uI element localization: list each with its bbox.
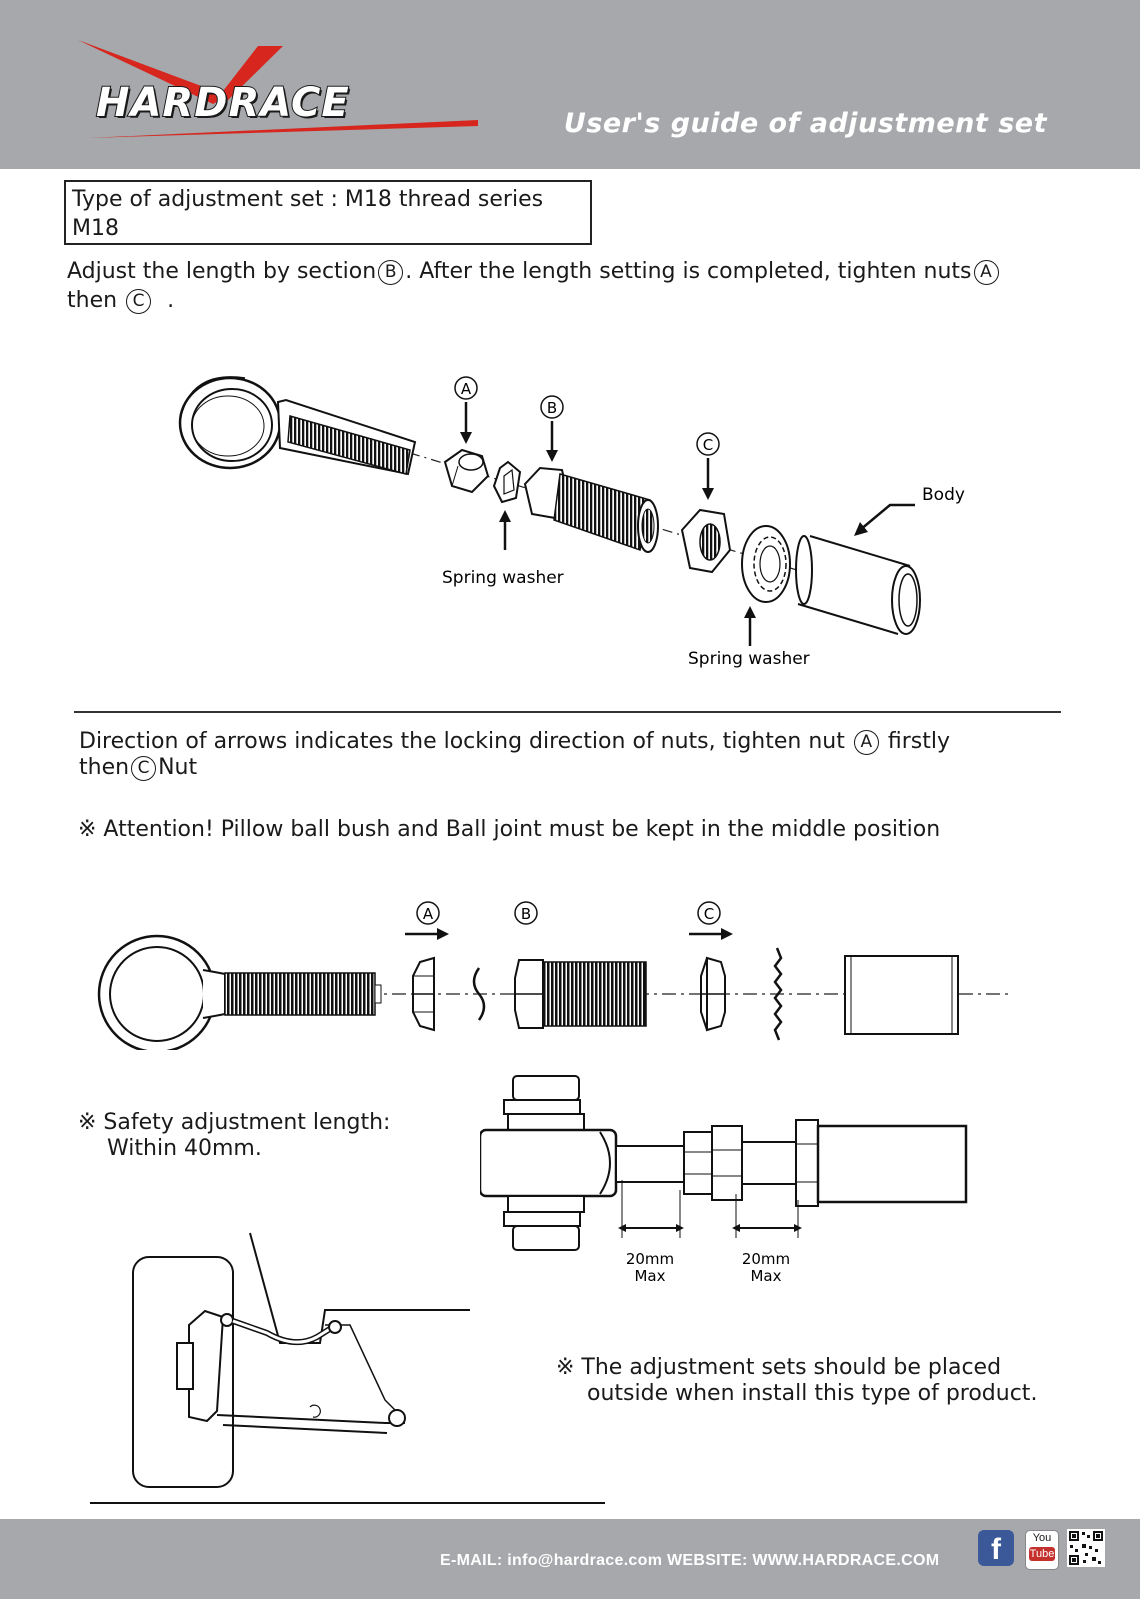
label-c: C [702,436,714,454]
nut-a [684,1132,714,1194]
contact-info: E-MAIL: info@hardrace.com WEBSITE: WWW.HARDRACE.COM [440,1552,940,1569]
mark-a: A [854,730,879,755]
body-tube [845,956,958,1034]
instruction-line-1: Adjust the length by section B . After the length setting is completed, tighten nuts A [67,257,1127,286]
spring-washer-1 [494,462,520,502]
rod-end-eye [180,377,280,468]
mark-a: A [974,260,999,285]
nut-a [445,450,488,492]
qr-code-icon [1067,1529,1105,1567]
safety-line-1: ※ Safety adjustment length: [78,1110,391,1135]
body-tube [796,536,920,634]
right-measure-unit: Max [750,1267,782,1285]
safety-line-2: Within 40mm. [107,1136,262,1161]
section-divider [74,711,1061,713]
nut-c [701,958,725,1030]
label-a: A [422,905,434,923]
logo-wordmark: HARDRACE [96,80,350,126]
left-measure-unit: Max [634,1267,666,1285]
body-label: Body [922,485,965,505]
label-a: A [460,380,472,398]
suspension-installation-diagram [85,1225,605,1510]
label-b: B [546,399,558,417]
adjuster-b [525,468,658,552]
hardrace-logo [78,38,498,148]
type-box [64,180,592,245]
facebook-icon[interactable]: f [978,1530,1014,1566]
exploded-assembly-diagram [170,350,970,690]
direction-line-1: Direction of arrows indicates the locking direction of nuts, tighten nut A firstly [79,729,950,754]
header-band [0,0,1140,169]
label-b: B [520,905,532,923]
nut-c [796,1120,818,1206]
direction-line-2: then C Nut [79,755,198,780]
adjuster-b [515,960,646,1028]
left-measure-value: 20mm [625,1250,675,1268]
side-view-diagram [95,900,1015,1050]
youtube-icon[interactable]: You Tube [1025,1530,1059,1570]
nut-b [712,1126,742,1200]
mark-c: C [126,289,151,314]
outside-note-line-2: outside when install this type of product. [587,1381,1038,1406]
pillow-ball-housing [480,1076,616,1250]
nut-a [413,958,434,1030]
spring-washer-label-2: Spring washer [688,649,810,669]
type-thread: M18 [72,216,119,241]
body-tube [818,1126,966,1202]
outside-note-line-1: ※ The adjustment sets should be placed [556,1355,1002,1380]
mark-c: C [131,756,156,781]
knuckle [189,1311,223,1421]
instruction-line-2: then C . [67,288,175,313]
label-c: C [703,905,715,923]
guide-title: User's guide of adjustment set [563,108,1047,139]
threaded-shank [225,973,375,1015]
attention-note: ※ Attention! Pillow ball bush and Ball joint must be kept in the middle position [78,817,941,842]
lower-arm [217,1415,405,1423]
footer-band [0,1519,1140,1599]
mark-b: B [378,260,403,285]
spring-washer-label-1: Spring washer [442,568,564,588]
chassis [250,1233,470,1343]
nut-c [682,510,730,572]
spring-washer-2 [742,526,790,602]
right-measure-value: 20mm [741,1250,791,1268]
type-line: Type of adjustment set : M18 thread series [72,187,544,212]
